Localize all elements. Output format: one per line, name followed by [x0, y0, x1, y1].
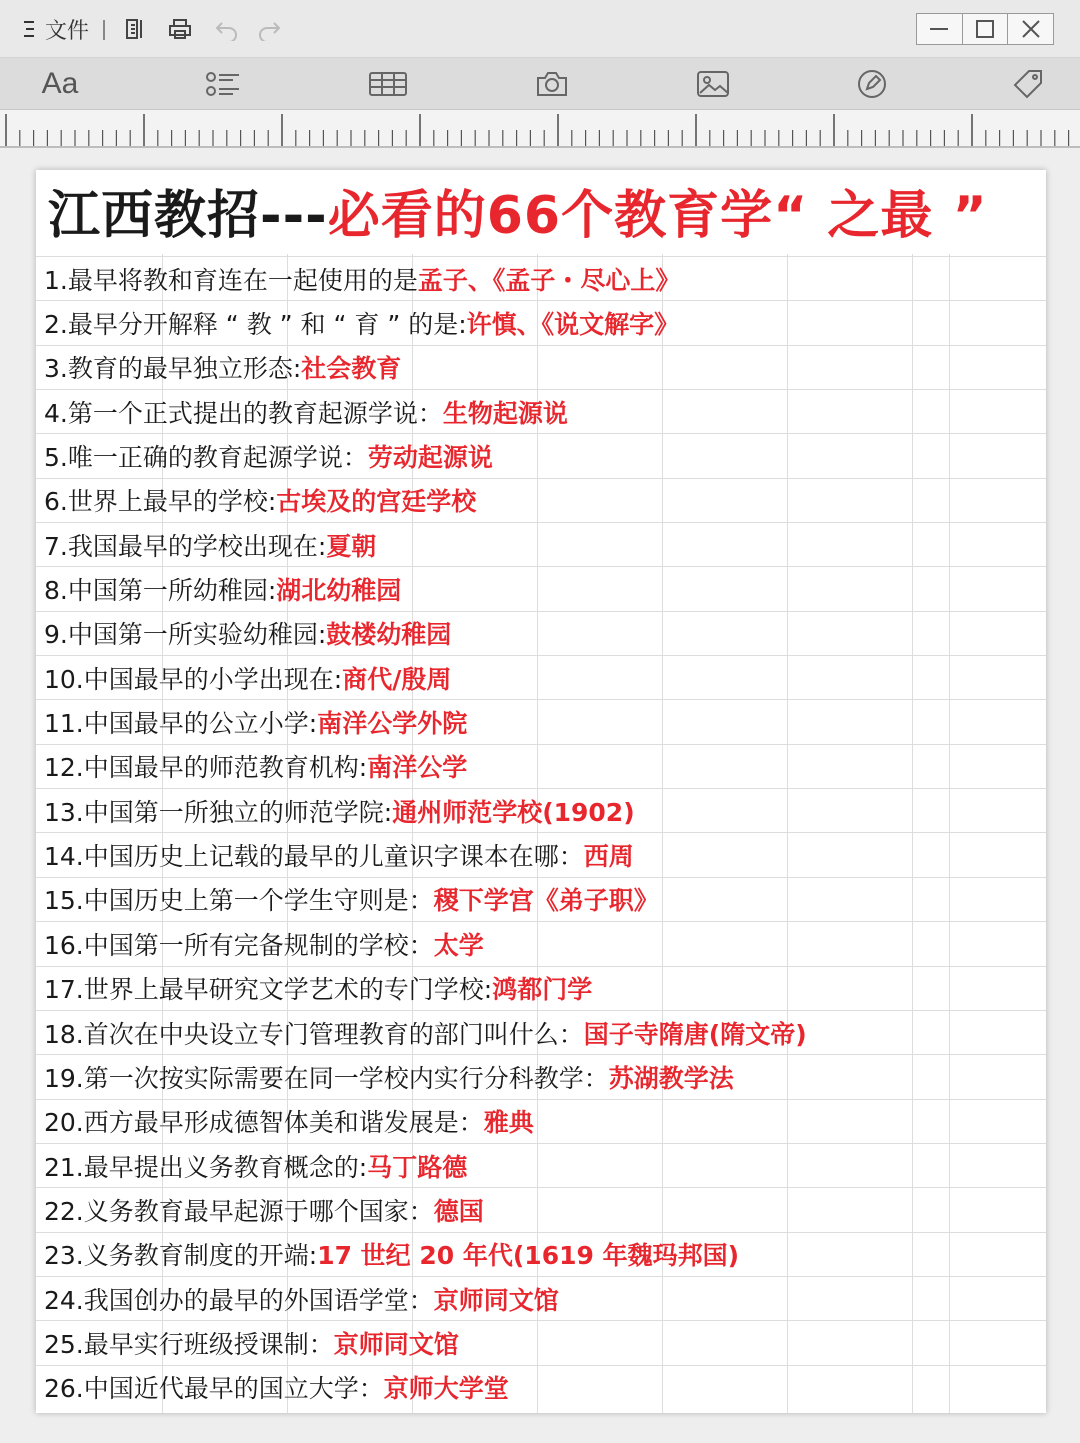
list-item [36, 566, 1046, 610]
item-answer: 马丁路德 [367, 1152, 468, 1182]
ruler [0, 110, 1080, 148]
item-answer: 鼓楼幼稚园 [326, 620, 452, 650]
close-icon[interactable] [1008, 14, 1053, 44]
list-item [36, 699, 1046, 743]
list-item [36, 611, 1046, 655]
item-answer: 古埃及的宫廷学校 [276, 487, 477, 517]
image-icon[interactable] [691, 67, 735, 101]
item-question: 14.中国历史上记载的最早的儿童识字课本在哪： [44, 842, 584, 872]
item-answer: 国子寺隋唐(隋文帝) [583, 1019, 807, 1049]
item-answer: 南洋公学 [367, 753, 468, 783]
list-item [36, 877, 1046, 921]
menu-bar [0, 0, 1080, 58]
item-list [36, 256, 1046, 1409]
item-answer: 通州师范学校(1902) [392, 797, 635, 827]
item-question: 2.最早分开解释 “ 教 ” 和 “ 育 ” 的是: [44, 310, 467, 340]
menu-separator [103, 20, 105, 40]
toolbar [0, 58, 1080, 110]
item-answer: 夏朝 [326, 531, 377, 561]
title-prefix: 江西教招--- [48, 186, 328, 246]
item-answer: 太学 [433, 930, 484, 960]
document-page [36, 170, 1046, 1413]
list-item [36, 1143, 1046, 1187]
page-title [48, 182, 1046, 250]
doc-outline-icon[interactable] [120, 14, 150, 44]
item-answer: 生物起源说 [442, 398, 568, 428]
undo-icon[interactable] [212, 14, 242, 44]
list-item [36, 655, 1046, 699]
list-item [36, 433, 1046, 477]
item-question: 23.义务教育制度的开端: [44, 1241, 318, 1271]
text-style-button[interactable]: Aa [41, 67, 79, 100]
item-question: 16.中国第一所有完备规制的学校： [44, 930, 434, 960]
minimize-icon[interactable] [917, 14, 963, 44]
window-controls [916, 13, 1054, 45]
item-question: 24.我国创办的最早的外国语学堂： [44, 1285, 434, 1315]
list-item [36, 522, 1046, 566]
list-item [36, 300, 1046, 344]
item-question: 13.中国第一所独立的师范学院: [44, 797, 393, 827]
item-question: 12.中国最早的师范教育机构: [44, 753, 368, 783]
list-item [36, 478, 1046, 522]
camera-icon[interactable] [530, 67, 574, 101]
list-item [36, 1232, 1046, 1276]
list-item [36, 921, 1046, 965]
item-answer: 许慎、《说文解字》 [466, 310, 680, 340]
file-menu[interactable]: 文件 [44, 18, 89, 44]
item-answer: 鸿都门学 [492, 975, 593, 1005]
item-question: 22.义务教育最早起源于哪个国家： [44, 1196, 434, 1226]
list-item [36, 1320, 1046, 1364]
list-item [36, 389, 1046, 433]
item-answer: 商代/殷周 [342, 664, 452, 694]
list-item [36, 1365, 1046, 1409]
printer-icon[interactable] [164, 14, 196, 44]
item-answer: 雅典 [483, 1108, 534, 1138]
item-question: 3.教育的最早独立形态: [44, 354, 302, 384]
list-lines-icon[interactable] [18, 14, 40, 44]
tag-icon[interactable] [1006, 67, 1050, 101]
item-answer: 西周 [583, 842, 634, 872]
item-question: 4.第一个正式提出的教育起源学说： [44, 398, 443, 428]
item-answer: 京师同文馆 [433, 1285, 559, 1315]
list-item [36, 345, 1046, 389]
item-question: 26.中国近代最早的国立大学： [44, 1374, 384, 1404]
item-question: 8.中国第一所幼稚园: [44, 576, 277, 606]
item-question: 17.世界上最早研究文学艺术的专门学校: [44, 975, 493, 1005]
item-question: 9.中国第一所实验幼稚园: [44, 620, 327, 650]
item-answer: 京师大学堂 [383, 1374, 509, 1404]
list-item [36, 966, 1046, 1010]
bullet-list-icon[interactable] [201, 67, 245, 101]
maximize-icon[interactable] [963, 14, 1009, 44]
item-answer: 17 世纪 20 年代(1619 年魏玛邦国) [317, 1241, 740, 1271]
list-item [36, 256, 1046, 300]
item-question: 6.世界上最早的学校: [44, 487, 277, 517]
item-question: 5.唯一正确的教育起源学说： [44, 443, 368, 473]
list-item [36, 1010, 1046, 1054]
item-question: 11.中国最早的公立小学: [44, 709, 318, 739]
item-question: 18.首次在中央设立专门管理教育的部门叫什么： [44, 1019, 584, 1049]
item-answer: 稷下学宫《弟子职》 [433, 886, 659, 916]
table-icon[interactable] [366, 67, 410, 101]
ruler-ticks [0, 110, 1080, 148]
item-answer: 社会教育 [301, 354, 402, 384]
item-answer: 京师同文馆 [333, 1329, 459, 1359]
list-item [36, 788, 1046, 832]
item-question: 21.最早提出义务教育概念的: [44, 1152, 368, 1182]
item-question: 25.最早实行班级授课制： [44, 1329, 334, 1359]
list-item [36, 1054, 1046, 1098]
list-item [36, 1187, 1046, 1231]
item-question: 15.中国历史上第一个学生守则是： [44, 886, 434, 916]
list-item [36, 1099, 1046, 1143]
item-answer: 南洋公学外院 [317, 709, 468, 739]
list-item [36, 744, 1046, 788]
pen-icon[interactable] [850, 67, 894, 101]
title-highlight: 必看的66个教育学“ 之最 ” [327, 186, 988, 246]
item-question: 7.我国最早的学校出现在: [44, 531, 327, 561]
item-answer: 湖北幼稚园 [276, 576, 402, 606]
redo-icon[interactable] [254, 14, 284, 44]
item-question: 1.最早将教和育连在一起使用的是 [44, 265, 418, 295]
list-item [36, 832, 1046, 876]
item-answer: 德国 [433, 1196, 484, 1226]
item-answer: 劳动起源说 [367, 443, 493, 473]
item-question: 20.西方最早形成德智体美和谐发展是： [44, 1108, 484, 1138]
item-question: 19.第一次按实际需要在同一学校内实行分科教学： [44, 1063, 609, 1093]
item-answer: 苏湖教学法 [608, 1063, 734, 1093]
list-item [36, 1276, 1046, 1320]
item-answer: 孟子、《孟子・尽心上》 [417, 265, 681, 295]
item-question: 10.中国最早的小学出现在: [44, 664, 343, 694]
